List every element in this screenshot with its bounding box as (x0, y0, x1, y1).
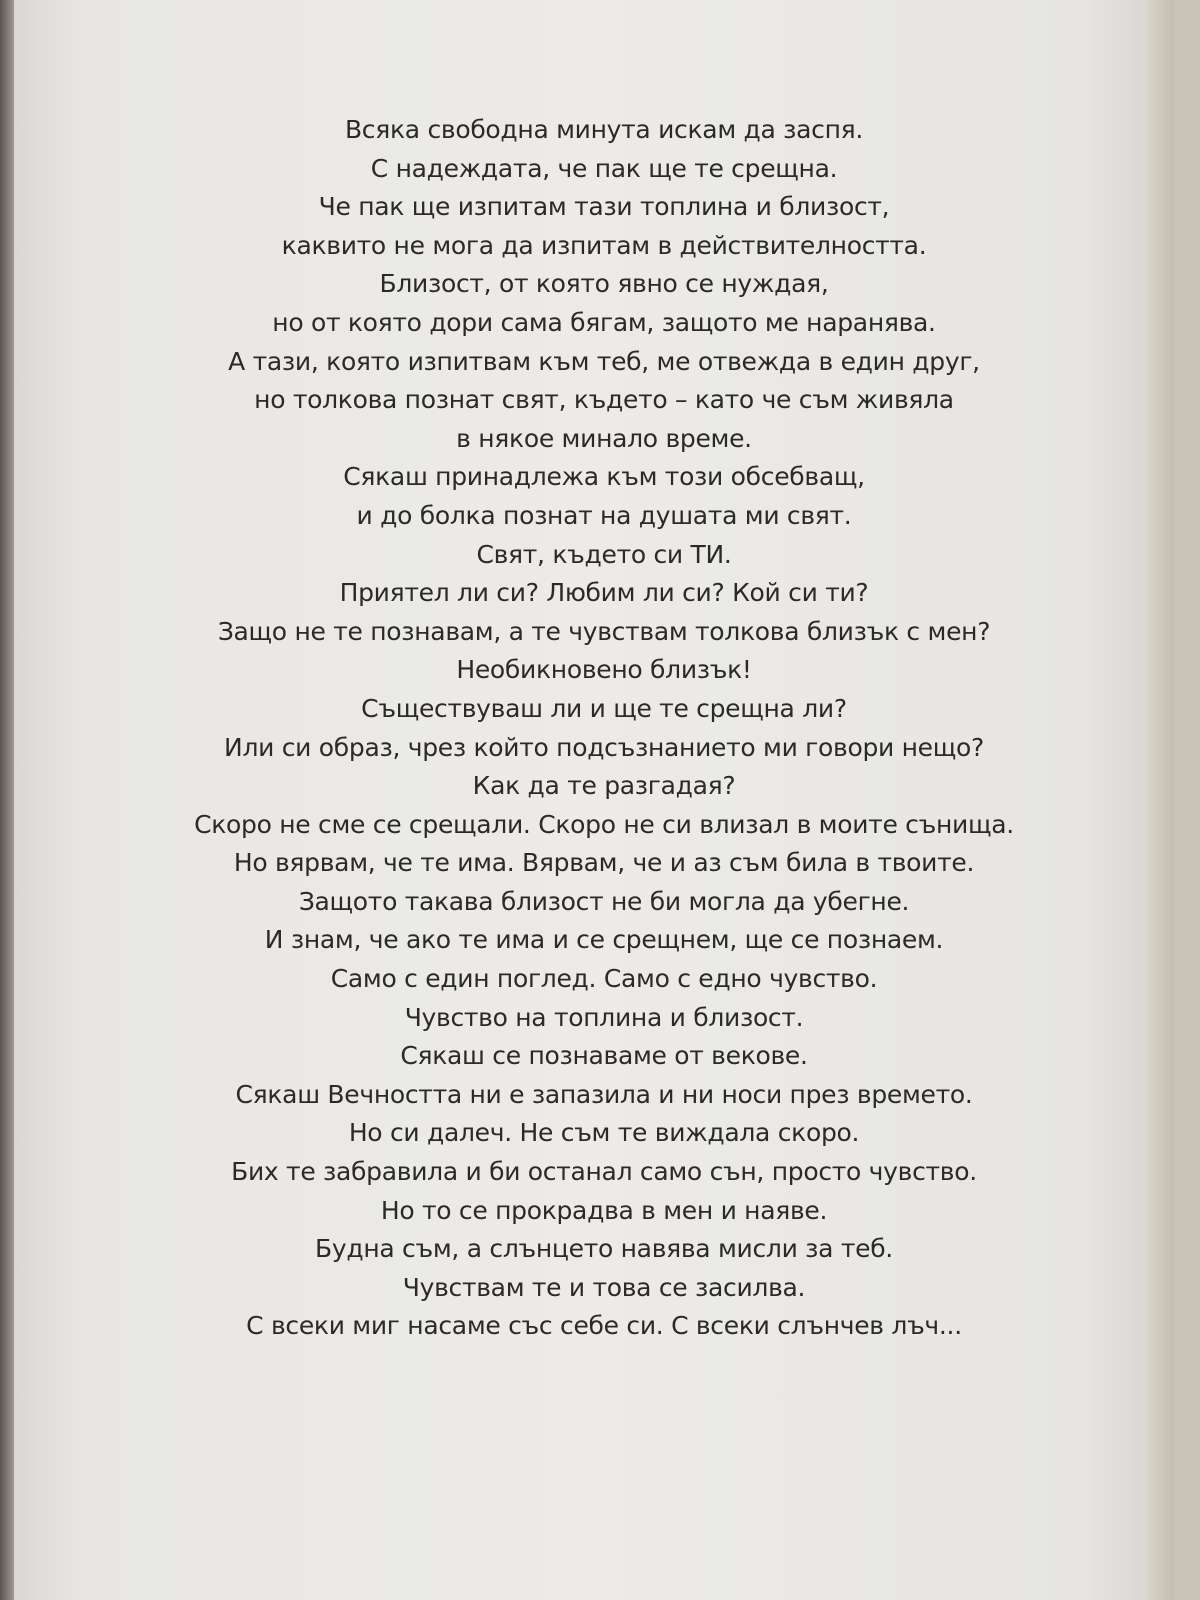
poem-line: Чувство на топлина и близост. (404, 1002, 804, 1032)
poem-line: Само с един поглед. Само с едно чувство. (330, 964, 878, 994)
poem-line: но толкова познат свят, където – като че съм живяла (254, 385, 954, 415)
poem-line: Сякаш се познаваме от векове. (400, 1041, 808, 1071)
book-page (14, 0, 1174, 1600)
poem-line: С всеки миг насаме със себе си. С всеки слънчев лъч... (246, 1311, 962, 1341)
poem-line: Всяка свободна минута искам да заспя. (344, 115, 864, 144)
poem-line: Защото такава близост не би могла да убегне. (298, 886, 910, 916)
poem-text (14, 111, 1194, 1346)
poem-line: Но вярвам, че те има. Вярвам, че и аз съм била в твоите. (233, 848, 975, 878)
poem-line: Чувствам те и това се засилва. (402, 1272, 806, 1302)
poem-line: Скоро не сме се срещали. Скоро не си влизал в моите сънища. (194, 809, 1014, 839)
poem-line: Бих те забравила и би останал само сън, просто чувство. (231, 1157, 977, 1187)
poem-line: А тази, която изпитвам към теб, ме отвежда в един друг, (228, 346, 980, 376)
poem-line: но от която дори сама бягам, защото ме наранява. (272, 307, 936, 337)
poem-line: Защо не те познавам, а те чувствам толкова близък с мен? (217, 616, 991, 646)
poem-line: Близост, от която явно се нуждая, (379, 269, 829, 299)
poem-line: Но си далеч. Не съм те виждала скоро. (348, 1118, 860, 1148)
poem-line: Свят, където си ТИ. (476, 539, 732, 569)
poem-line: Или си образ, чрез който подсъзнанието ми говори нещо? (224, 732, 984, 762)
poem-line: Будна съм, а слънцето навява мисли за теб. (315, 1234, 893, 1264)
poem-line: Приятел ли си? Любим ли си? Кой си ти? (339, 578, 869, 608)
poem-line: С надеждата, че пак ще те срещна. (370, 153, 838, 183)
poem-line: каквито не мога да изпитам в действителността. (281, 230, 927, 260)
poem-line: в някое минало време. (456, 423, 752, 453)
poem-line: И знам, че ако те има и се срещнем, ще се познаем. (264, 925, 944, 955)
poem-line: Сякаш Вечността ни е запазила и ни носи през времето. (235, 1079, 973, 1109)
poem-line: Че пак ще изпитам тази топлина и близост, (318, 192, 890, 222)
poem-line: Необикновено близък! (456, 655, 752, 685)
poem-line: и до болка познат на душата ми свят. (356, 500, 852, 530)
poem-line: Но то се прокрадва в мен и наяве. (380, 1195, 828, 1225)
poem-line: Сякаш принадлежа към този обсебващ, (343, 462, 865, 492)
poem-line: Съществуваш ли и ще те срещна ли? (361, 693, 847, 723)
poem-line: Как да те разгадая? (472, 771, 736, 801)
